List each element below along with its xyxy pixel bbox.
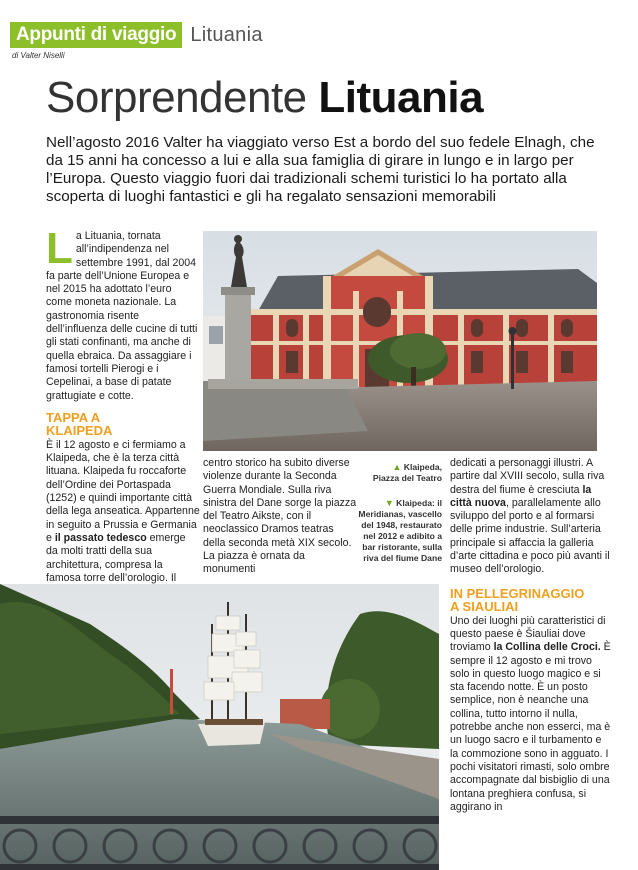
section-tag: Appunti di viaggio [10,22,182,48]
caption-line: Klaipeda: il [396,498,442,508]
caption-line: Klaipeda, [403,462,442,472]
title-bold: Lituania [318,73,484,122]
highlight-text: la città nuova [450,483,592,509]
caption-line: Piazza del Teatro [372,473,442,483]
text-run: dedicati a personaggi illustri. A partire dal XVIII secolo, sulla riva destra del fiume è cresciuta [450,457,605,496]
highlight-text: la Collina delle Croci. [493,641,601,654]
subhead-line: IN PELLEGRINAGGIO [450,585,585,601]
section-header [10,22,263,48]
drop-cap: L [46,224,73,273]
caption-line: del 1948, restaurato [361,520,442,530]
caption-line: Meridianas, vascello [358,509,442,519]
text-run: È il 12 agosto e ci fermiamo a Klaipeda, che è la terza città lituana. Klaipeda fu roccaforte dell’Ordine dei Portaspada (1252) e quindi importante città della lega anseatica. Appartenne in seguito a Prussia e Germania e [46,438,200,544]
text-run: È sempre il 12 agosto e mi trovo solo in questo luogo magico e si sta facendo notte. È un posto semplice, non è neanche una collina, tutto intorno il nulla, potrebbe anche non esserci, ma è un luogo sacro e il turbamento e la commozione sono in agguato. I pochi visitatori rimasti, solo ombre accompagnate dal bisbiglio di una lontana preghiera confusa, si aggirano in [450,641,611,813]
byline: di Valter Niselli [12,51,65,60]
caption-line: nel 2012 e adibito a [363,531,442,541]
triangle-down-icon: ▼ [384,498,394,508]
column-3 [450,457,612,814]
page-title [46,72,483,124]
intro-text: a Lituania, tornata all’indipendenza nel settembre 1991, dal 2004 fa parte dell’Unione Europea e nel 2015 ha adottato l’euro come moneta nazionale. La gastronomia risente dell’influenza delle cucine di tutti gli stati confinanti, ma anche di quella ebraica. Da assaggiare i famosi tortelli Pierogi e i Cepelinai, a base di patate grattugiate e cotte. [46,230,198,402]
photo-meridianas-ship [0,584,439,870]
intro-paragraph [46,224,200,403]
text-run: Uno dei luoghi più caratteristici di questo paese è Šiauliai dove troviamo [450,614,606,654]
section-topic: Lituania [190,23,263,46]
column-1 [46,224,200,585]
caption-line: riva del fiume Dane [363,553,442,563]
column-2-text: centro storico ha subito diverse violenze durante la Seconda Guerra Mondiale. Sulla riva sinistra del Dane sorge la piazza del Teatro Aikste, con il neoclassico Dramos teatras della seconda metà XIX secolo. La piazza è ornata da monumenti [203,457,357,576]
lead-paragraph: Nell’agosto 2016 Valter ha viaggiato verso Est a bordo del suo fedele Elnagh, che da 15 anni ha concesso a lui e alla sua famiglia di girare in lungo e in largo per l’Europa. Questo viaggio fuori dai tradizionali schemi turistici lo ha portato alla scoperta di luoghi fantastici e gli ha regalato sensazioni memorabili [46,134,595,205]
klaipeda-paragraph [46,439,200,585]
subhead-klaipeda [46,411,200,437]
theatre-illustration [203,231,597,451]
subhead-line: KLAIPEDA [46,422,113,438]
subhead-siauliai [450,587,612,613]
caption-line: bar ristorante, sulla [362,542,442,552]
title-light: Sorprendente [46,73,319,122]
column-2 [203,457,358,577]
triangle-up-icon: ▲ [392,462,402,472]
caption-ship [352,498,442,564]
text-run: , parallelamente allo sviluppo del porto e al formarsi delle prime industrie. Sull’arteria principale si affaccia la galleria d’arte cittadina e poco più avanti il museo dell’orologio. [450,496,610,576]
text-run: emerge da molti tratti della sua architettura, compresa la famosa torre dell’orologio. Il [46,531,186,584]
subhead-line: TAPPA A [46,409,101,425]
highlight-text: il passato tedesco [54,531,147,544]
caption-theatre [362,462,442,484]
subhead-line: A SIAULIAI [450,598,519,614]
city-paragraph [450,457,612,577]
photo-theatre-square [203,231,597,451]
ship-illustration [0,584,439,870]
siauliai-paragraph [450,615,612,814]
